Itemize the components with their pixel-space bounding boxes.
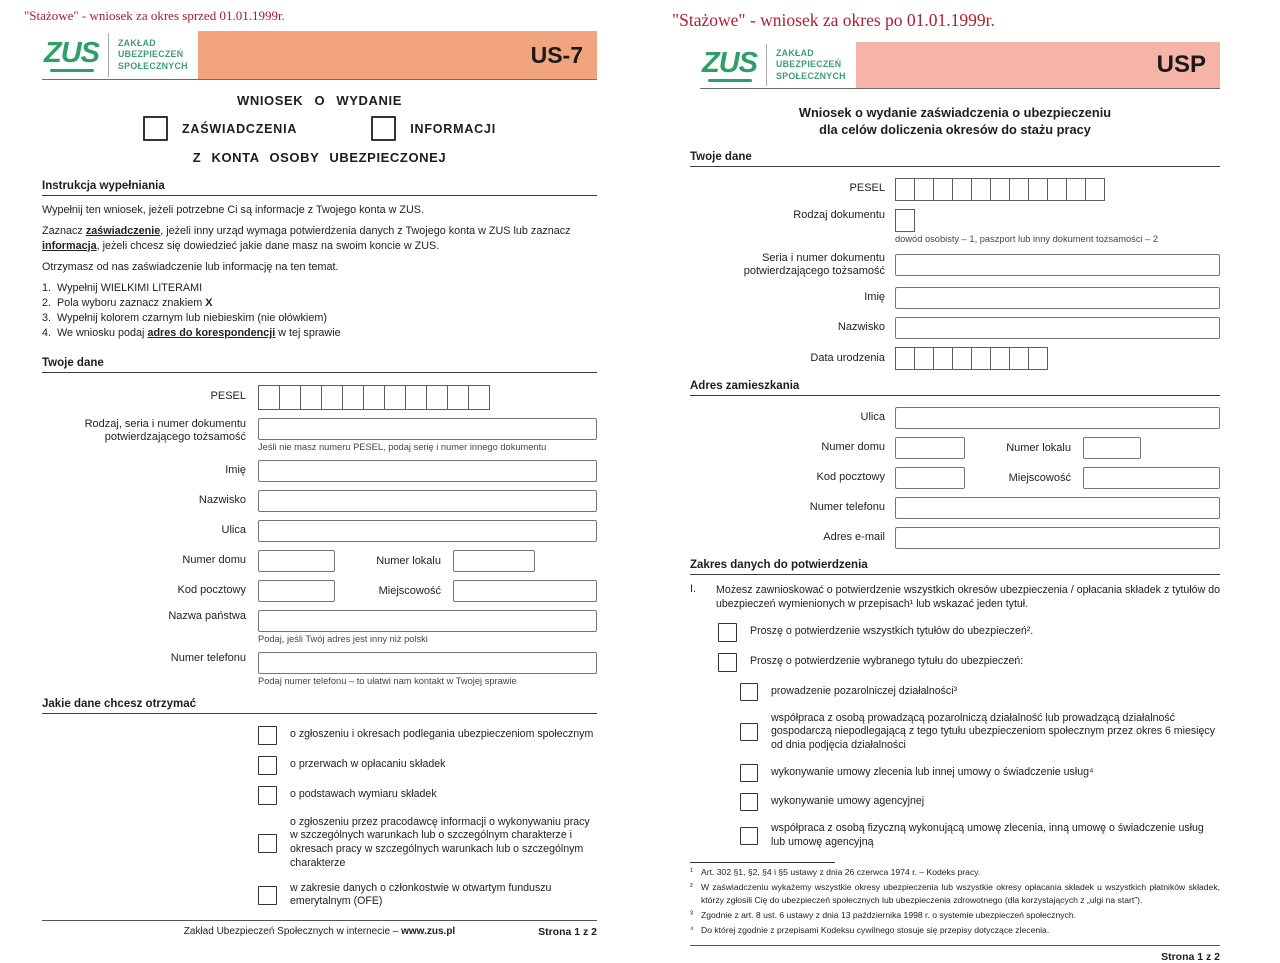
footnote-marker: ¹ [690,866,693,877]
p2-bold-zaswiadczenie: zaświadczenie [85,225,161,238]
title-sub-options [740,683,1220,850]
scope-checkbox-3[interactable] [258,786,277,805]
confirm-selected-label: Proszę o potwierdzenie wybranego tytułu do ubezpieczeń: [750,655,1024,668]
scope-label-3: o podstawach wymiaru składek [290,788,437,801]
first-name-row [690,287,1220,309]
usp-title [690,104,1220,139]
document-type-hint: dowód osobisty – 1, paszport lub inny dokument tożsamości – 2 [895,233,1159,244]
birth-date-row [690,347,1220,370]
postal-code-field[interactable] [258,580,335,602]
street-row [42,520,597,542]
postal-city-row [42,580,597,602]
street-row [690,407,1220,429]
pesel-digit-box[interactable] [405,385,427,410]
flat-number-field[interactable] [1083,437,1141,459]
us7-footer [42,920,597,937]
house-flat-row [42,550,597,572]
annotation-left: "Stażowe" - wniosek za okres sprzed 01.01.1999r. [24,8,285,23]
sub-option-checkbox-4[interactable] [740,793,758,811]
birth-date-digit-box[interactable] [1028,347,1048,370]
pesel-digit-box[interactable] [321,385,343,410]
pesel-digit-box[interactable] [342,385,364,410]
scope-row-3 [258,786,597,805]
usp-footer-line [690,945,1220,946]
first-name-label: Imię [225,463,246,476]
postal-code-field[interactable] [895,467,965,489]
scope-label-5: w zakresie danych o członkostwie w otwartym funduszu emerytalnym (OFE) [290,881,552,908]
form-code-banner [198,31,597,79]
section-instructions: Instrukcja wypełniania [42,180,597,196]
form-title-line2: Z KONTA OSOBY UBEZPIECZONEJ [192,150,447,165]
flat-number-field[interactable] [453,550,535,572]
data-scope-checkboxes [258,726,597,910]
house-number-field[interactable] [895,437,965,459]
pesel-label: PESEL [849,182,885,195]
document-label: Rodzaj, seria i numer dokumentu potwierdzającego tożsamość [84,417,246,444]
scope-row-2 [258,756,597,775]
sub-option-checkbox-5[interactable] [740,827,758,845]
sub-option-label-1: prowadzenie pozarolniczej działalności³ [771,684,958,697]
form-code: US-7 [530,41,583,68]
org-line: SPOŁECZNYCH [118,60,188,71]
country-row [42,610,597,644]
pesel-digit-box[interactable] [914,178,934,201]
pesel-digit-box[interactable] [1066,178,1086,201]
document-hint: Jeśli nie masz numeru PESEL, podaj serię i numer innego dokumentu [258,441,547,452]
country-label: Nazwa państwa [168,609,246,622]
last-name-field[interactable] [258,490,597,512]
zus-logo-swoosh [708,79,752,82]
li2-bold-x: X [205,296,213,309]
org-line: ZAKŁAD [776,47,814,58]
pesel-digit-box[interactable] [1085,178,1105,201]
sub-option-row-3 [740,764,1220,782]
postal-code-label: Kod pocztowy [816,471,885,484]
phone-field[interactable] [895,497,1220,519]
postal-code-label: Kod pocztowy [177,583,246,596]
pesel-digit-box[interactable] [279,385,301,410]
house-number-label: Numer domu [821,441,885,454]
footnotes [690,866,1220,935]
confirm-all-label: Proszę o potwierdzenie wszystkich tytułów do ubezpieczeń². [750,625,1034,638]
instructions-p1: Wypełnij ten wniosek, jeżeli potrzebne Ci są informacje z Twojego konta w ZUS. [42,204,424,216]
document-type-box [895,209,1220,232]
pesel-digit-box[interactable] [895,178,915,201]
org-line: ZAKŁAD [118,37,156,48]
scope-row-5 [258,882,597,910]
birth-date-digit-box[interactable] [1009,347,1029,370]
scope-row-4 [258,816,597,871]
footer-url-line [42,926,597,937]
zus-url: www.zus.pl [401,926,456,938]
last-name-row [42,490,597,512]
page-number: Strona 1 z 2 [538,926,597,939]
sub-option-label-4: wykonywanie umowy agencyjnej [771,795,925,808]
scope-checkbox-4[interactable] [258,834,277,853]
li2-pre: 2. Pola wyboru zaznacz znakiem [42,296,206,309]
pesel-row [42,385,597,410]
pesel-digit-box[interactable] [426,385,448,410]
instructions-p3: Otrzymasz od nas zaświadczenie lub informację na ten temat. [42,260,339,273]
first-name-label: Imię [864,291,885,304]
birth-date-boxes [895,347,1220,370]
usp-title-line2: dla celów doliczenia okresów do stażu pracy [819,122,1091,138]
pesel-label: PESEL [210,390,246,403]
form-title-line1: WNIOSEK O WYDANIE [236,93,403,108]
pesel-digit-box[interactable] [447,385,469,410]
birth-date-digit-box[interactable] [933,347,953,370]
certificate-label: ZAŚWIADCZENIA [181,121,298,136]
scope-label-2: o przerwach w opłacaniu składek [290,758,446,771]
pesel-boxes [895,178,1220,201]
document-field[interactable] [258,418,597,440]
option-information [371,116,496,141]
last-name-field[interactable] [895,317,1220,339]
section-address: Adres zamieszkania [690,380,1220,396]
sub-option-checkbox-3[interactable] [740,764,758,782]
pesel-digit-box[interactable] [1047,178,1067,201]
certificate-checkbox[interactable] [143,116,168,141]
scope-row-1 [258,726,597,745]
footnote-1 [690,866,1220,878]
last-name-row [690,317,1220,339]
zus-logo-mark [702,46,757,82]
sub-option-checkbox-2[interactable] [740,723,758,741]
usp-title-line1: Wniosek o wydanie zaświadczenia o ubezpieczeniu [798,105,1112,120]
birth-date-digit-box[interactable] [990,347,1010,370]
confirm-all-checkbox[interactable] [718,623,737,642]
information-label: INFORMACJI [410,121,497,136]
footer-text: Zakład Ubezpieczeń Społecznych w internecie – [183,926,402,938]
birth-date-digit-box[interactable] [952,347,972,370]
sub-option-label-3: wykonywanie umowy zlecenia lub innej umowy o świadczenie usług⁴ [771,766,1094,779]
pesel-digit-box[interactable] [971,178,991,201]
title-options [42,116,597,141]
pesel-boxes [258,385,597,410]
form-usp-page [672,10,1220,963]
document-type-label: Rodzaj dokumentu [793,208,885,221]
footnote-3 [690,909,1220,921]
form-us7-page [20,8,597,937]
email-label: Adres e-mail [823,531,885,544]
footnote-marker: ⁴ [690,923,694,934]
p2-pre: Zaznacz [42,225,86,238]
pesel-row [690,178,1220,201]
city-label: Miejscowość [378,584,441,597]
email-field[interactable] [895,527,1220,549]
pesel-digit-box[interactable] [300,385,322,410]
street-label: Ulica [860,411,885,424]
us7-content [42,93,597,937]
sub-option-row-1 [740,683,1220,701]
last-name-label: Nazwisko [198,493,246,506]
birth-date-digit-box[interactable] [914,347,934,370]
birth-date-digit-box[interactable] [971,347,991,370]
org-line: UBEZPIECZEŃ [776,59,842,70]
instruction-item-4 [42,326,597,341]
confirmation-item-text: Możesz zawnioskować o potwierdzenie wszystkich okresów ubezpieczenia / opłacania składek z tytułów do ubezpieczeń wymienionych w przepisach¹ lub wskazać jeden tytuł. [716,584,1220,611]
zus-org-name [776,48,846,82]
birth-date-label: Data urodzenia [810,351,885,364]
li4-bold-adres: adres do korespondencji [147,326,276,339]
confirmation-options [718,623,1220,672]
phone-row [42,652,597,686]
footnote-marker: ³ [690,908,693,919]
street-field[interactable] [258,520,597,542]
zus-logo-mark [44,36,99,72]
scope-label-1: o zgłoszeniu i okresach podlegania ubezpieczeniom społecznym [290,728,594,741]
form-code: USP [1156,51,1206,78]
section-your-data: Twoje dane [42,357,597,373]
house-number-label: Numer domu [182,553,246,566]
usp-content [690,104,1220,963]
sub-option-row-5 [740,822,1220,850]
country-field[interactable] [258,610,597,632]
house-number-field[interactable] [258,550,335,572]
li4-post: w tej sprawie [275,326,341,339]
birth-date-digit-box[interactable] [895,347,915,370]
instruction-item-1: 1. Wypełnij WIELKIMI LITERAMI [42,282,203,294]
pesel-digit-box[interactable] [1009,178,1029,201]
phone-label: Numer telefonu [809,501,885,514]
zus-org-name [118,38,188,72]
section-your-data: Twoje dane [690,151,1220,167]
instruction-item-3: 3. Wypełnij kolorem czarnym lub niebieskim (nie ołówkiem) [42,311,327,324]
first-name-row [42,460,597,482]
street-field[interactable] [895,407,1220,429]
pesel-digit-box[interactable] [384,385,406,410]
house-flat-row [690,437,1220,459]
phone-hint: Podaj numer telefonu – to ułatwi nam kontakt w Twojej sprawie [258,675,517,686]
footnote-2 [690,881,1220,905]
flat-number-label: Numer lokalu [1006,442,1071,455]
option-certificate [143,116,297,141]
document-row [42,418,597,452]
city-field[interactable] [453,580,597,602]
pesel-digit-box[interactable] [363,385,385,410]
pesel-digit-box[interactable] [952,178,972,201]
pesel-digit-box[interactable] [468,385,490,410]
sub-option-label-5: współpraca z osobą fizyczną wykonującą umowę zlecenia, inną umowę o świadczenie usług lub umowę agencyjną [771,821,1204,848]
us7-header [42,31,597,80]
scope-checkbox-2[interactable] [258,756,277,775]
footnote-text: Do której zgodnie z przepisami Kodeksu cywilnego stosuje się przepisy dotyczące zlecenia. [701,924,1050,935]
scope-checkbox-1[interactable] [258,726,277,745]
last-name-label: Nazwisko [837,321,885,334]
scope-checkbox-5[interactable] [258,886,277,905]
street-label: Ulica [221,523,246,536]
first-name-field[interactable] [895,287,1220,309]
sub-option-row-4 [740,793,1220,811]
confirm-selected-checkbox[interactable] [718,653,737,672]
p2-bold-informacja: informacja [42,239,97,252]
form-code-banner [856,42,1220,88]
pesel-digit-box[interactable] [933,178,953,201]
confirm-selected-row [718,653,1220,672]
section-what-data: Jakie dane chcesz otrzymać [42,698,597,714]
document-type-digit-box[interactable] [895,209,915,232]
zus-logo-swoosh [50,69,94,72]
city-label: Miejscowość [1008,472,1071,485]
email-row [690,527,1220,549]
zus-wordmark: ZUS [44,36,99,69]
zus-logo [700,42,856,88]
sub-option-label-2: współpraca z osobą prowadzącą pozarolniczą działalność lub prowadzącą działalność gospodarczą niepodlegającą z tego tytułu ubezpieczeniom społecznym przez okres 6 miesięcy od dnia podjęcia działalności [771,711,1216,752]
footnote-text: Zgodnie z art. 8 ust. 6 ustawy z dnia 13 października 1998 r. o systemie ubezpieczeń społecznych. [701,909,1076,920]
document-number-field[interactable] [895,254,1220,276]
phone-field[interactable] [258,652,597,674]
country-hint: Podaj, jeśli Twój adres jest inny niż polski [258,633,428,644]
footnote-text: Art. 302 §1, §2, §4 i §5 ustawy z dnia 26 czerwca 1974 r. – Kodeks pracy. [701,867,981,878]
document-number-label: Seria i numer dokumentu potwierdzającego tożsamość [743,251,885,278]
p2-post: , jeżeli chcesz się dowiedzieć jakie dane masz na swoim koncie w ZUS. [96,239,440,252]
document-number-row [690,252,1220,280]
pesel-digit-box[interactable] [990,178,1010,201]
logo-divider [766,44,767,86]
instructions-list [42,281,597,341]
section-confirmation-scope: Zakres danych do potwierdzenia [690,559,1220,575]
first-name-field[interactable] [258,460,597,482]
footnote-marker: ² [690,881,693,892]
city-field[interactable] [1083,467,1220,489]
footnote-divider [690,862,835,863]
zus-logo [42,31,198,79]
postal-city-row [690,467,1220,489]
annotation-right: "Stażowe" - wniosek za okres po 01.01.1999r. [672,10,995,30]
flat-number-label: Numer lokalu [376,554,441,567]
confirmation-item-marker: I. [690,583,696,596]
confirm-all-row [718,623,1220,642]
org-line: SPOŁECZNYCH [776,70,846,81]
zus-wordmark: ZUS [702,46,757,79]
footnote-text: W zaświadczeniu wykażemy wszystkie okresy ubezpieczenia lub wszystkie okresy opłacania składek u wszystkich płatników składek, którzy zgłosili Cię do ubezpieczeń społecznych lub ubezpieczenia zdrowotnego (dla korzystających z „ulgi na start”). [701,882,1220,905]
scope-label-4: o zgłoszeniu przez pracodawcę informacji o wykonywaniu pracy w szczególnych warunkach lub o szczególnym charakterze i okresach pracy w szczególnych warunkach lub o szczególnym charakterze [290,815,590,869]
information-checkbox[interactable] [371,116,396,141]
pesel-digit-box[interactable] [1028,178,1048,201]
instructions-p2 [42,224,597,253]
pesel-digit-box[interactable] [258,385,280,410]
sub-option-checkbox-1[interactable] [740,683,758,701]
org-line: UBEZPIECZEŃ [118,49,184,60]
phone-row [690,497,1220,519]
instruction-item-2 [42,296,597,311]
confirmation-item [690,583,1220,612]
li4-pre: 4. We wniosku podaj [42,326,148,339]
page-number: Strona 1 z 2 [1161,950,1220,963]
usp-header [700,42,1220,89]
phone-label: Numer telefonu [170,651,246,664]
footnote-4 [690,924,1220,936]
logo-divider [108,33,109,77]
document-type-row [690,209,1220,244]
p2-mid: , jeżeli inny urząd wymaga potwierdzenia danych z Twojego konta w ZUS lub zaznacz [160,225,571,238]
sub-option-row-2 [740,712,1220,753]
